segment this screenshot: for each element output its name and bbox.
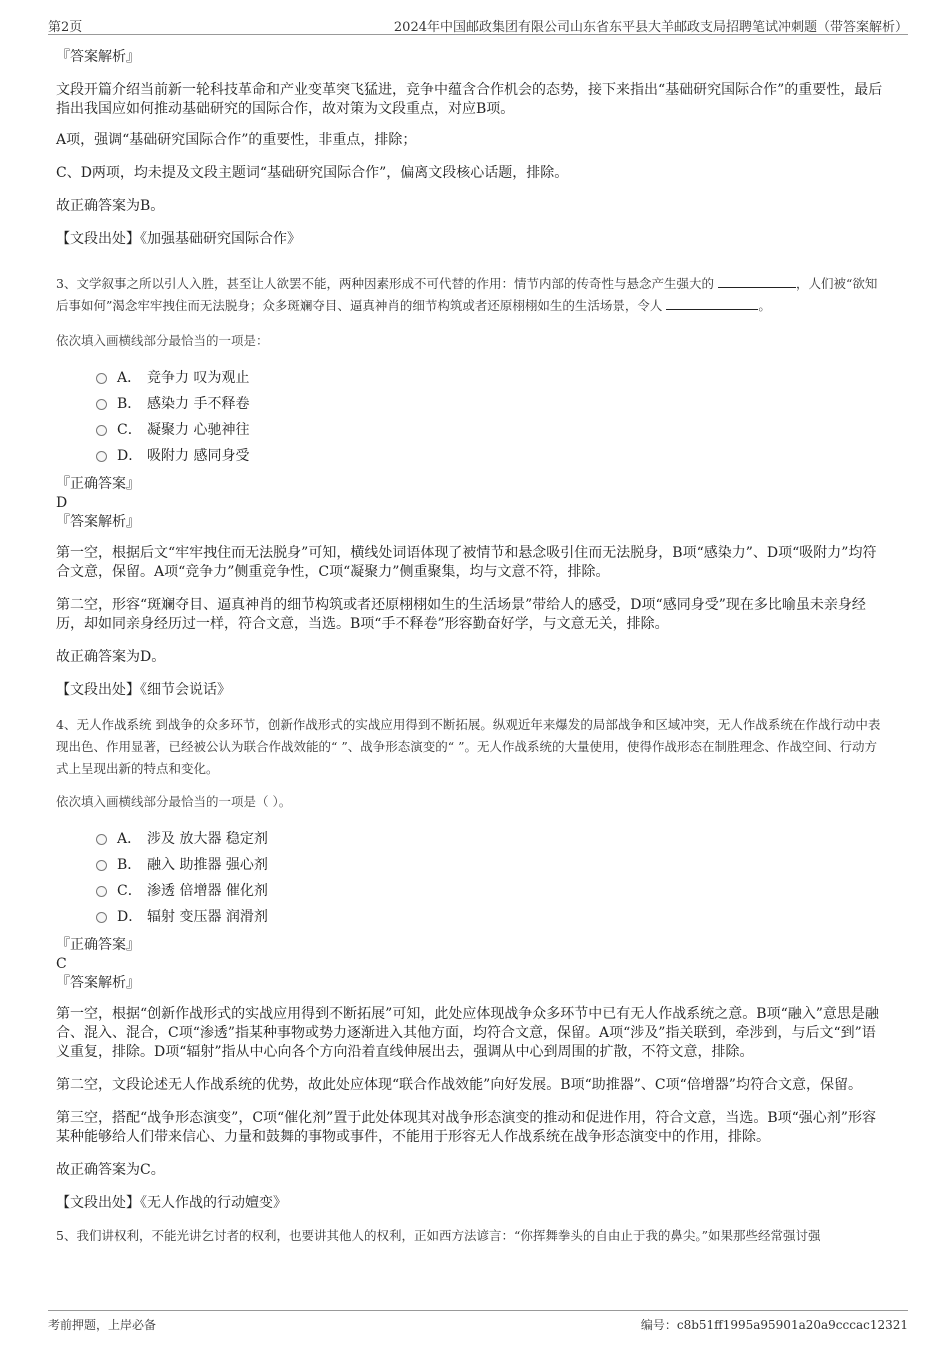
options-list (96, 826, 886, 930)
document-id: 编号：c8b51ff1995a95901a20a9cccac12321 (640, 1318, 908, 1332)
answer-statement: 故正确答案为B。 (56, 198, 165, 214)
correct-answer: C (56, 956, 67, 972)
fill-blank (718, 275, 796, 288)
option-b[interactable]: B． 融入 助推器 强心剂 (96, 852, 886, 878)
analysis-paragraph: A项，强调“基础研究国际合作”的重要性，非重点，排除； (56, 132, 417, 148)
radio-icon[interactable] (96, 451, 107, 462)
analysis-paragraph: 第一空，根据“创新作战形式的实战应用得到不断拓展”可知，此处应体现战争众多环节中已有无人作战系统之意。B项“融入”意思是融合、混入、混合，C项“渗透”指某种事物或势力逐渐进入其他方面，均符合文意，保留。A项“涉及”指关联到，牵涉到，与后文“到”语义重复，排除。D项“辐射”指从中心向各个方向沿着直线伸展出去，强调从中心到周围的扩散，不符文意，排除。 (56, 1006, 879, 1060)
option-d[interactable]: D． 吸附力 感同身受 (96, 443, 886, 469)
source-citation: 【文段出处】《无人作战的行动嬗变》 (56, 1195, 287, 1211)
question-stem: 3、文学叙事之所以引人入胜，甚至让人欲罢不能，两种因素形成不可代替的作用：情节内部的传奇性与悬念产生强大的 ，人们被“欲知后事如何”渴念牢牢拽住而无法脱身；众多斑斓夺目、逼真神肖的细节构筑或者还原栩栩如生的生活场景，令人 。 (56, 276, 878, 313)
page-number: 第2页 (48, 20, 83, 35)
options-list (96, 365, 886, 469)
option-c[interactable]: C． 凝聚力 心驰神往 (96, 417, 886, 443)
option-c[interactable]: C． 渗透 倍增器 催化剂 (96, 878, 886, 904)
radio-icon[interactable] (96, 834, 107, 845)
radio-icon[interactable] (96, 912, 107, 923)
option-a[interactable]: A． 竞争力 叹为观止 (96, 365, 886, 391)
correct-answer: D (56, 495, 68, 511)
page-content (56, 44, 886, 1247)
radio-icon[interactable] (96, 399, 107, 410)
answer-statement: 故正确答案为D。 (56, 649, 166, 665)
fill-blank (666, 297, 758, 310)
analysis-label: 『答案解析』 (56, 514, 140, 530)
analysis-paragraph: 第一空，根据后文“牢牢拽住而无法脱身”可知，横线处词语体现了被情节和悬念吸引住而无法脱身，B项“感染力”、D项“吸附力”均符合文意，保留。A项“竞争力”侧重竞争性，C项“凝聚力”侧重聚集，均与文意不符，排除。 (56, 545, 877, 580)
option-a[interactable]: A． 涉及 放大器 稳定剂 (96, 826, 886, 852)
page-header (48, 12, 908, 35)
document-title: 2024年中国邮政集团有限公司山东省东平县大羊邮政支局招聘笔试冲刺题（带答案解析） (393, 20, 908, 35)
analysis-paragraph: 第二空，文段论述无人作战系统的优势，故此处应体现“联合作战效能”向好发展。B项“助推器”、C项“倍增器”均符合文意，保留。 (56, 1077, 862, 1093)
source-citation: 【文段出处】《加强基础研究国际合作》 (56, 231, 301, 247)
correct-answer-label: 『正确答案』 (56, 937, 140, 953)
footer-slogan: 考前押题，上岸必备 (48, 1318, 157, 1332)
analysis-label: 『答案解析』 (56, 49, 140, 65)
analysis-paragraph: C、D两项，均未提及文段主题词“基础研究国际合作”，偏离文段核心话题，排除。 (56, 165, 569, 181)
radio-icon[interactable] (96, 425, 107, 436)
page-footer (48, 1310, 908, 1333)
analysis-paragraph: 文段开篇介绍当前新一轮科技革命和产业变革突飞猛进，竞争中蕴含合作机会的态势，接下来指出“基础研究国际合作”的重要性，最后指出我国应如何推动基础研究的国际合作，故对策为文段重点，对应B项。 (56, 82, 883, 117)
correct-answer-label: 『正确答案』 (56, 476, 140, 492)
answer-statement: 故正确答案为C。 (56, 1162, 165, 1178)
question-stem: 4、无人作战系统 到战争的众多环节，创新作战形式的实战应用得到不断拓展。纵观近年来爆发的局部战争和区域冲突，无人作战系统在作战行动中表现出色、作用显著，已经被公认为联合作战效能的“ ”、战争形态演变的“ ”。无人作战系统的大量使用，使得作战形态在制胜理念、作战空间、行动方式上呈现出新的特点和变化。 (56, 717, 881, 776)
analysis-label: 『答案解析』 (56, 975, 140, 991)
radio-icon[interactable] (96, 860, 107, 871)
option-b[interactable]: B． 感染力 手不释卷 (96, 391, 886, 417)
radio-icon[interactable] (96, 373, 107, 384)
source-citation: 【文段出处】《细节会说话》 (56, 682, 231, 698)
question-stem: 5、我们讲权利，不能光讲乞讨者的权利，也要讲其他人的权利，正如西方法谚言：“你挥舞拳头的自由止于我的鼻尖。”如果那些经常强讨强 (56, 1228, 821, 1243)
option-d[interactable]: D． 辐射 变压器 润滑剂 (96, 904, 886, 930)
question-instruction: 依次填入画横线部分最恰当的一项是（ ）。 (56, 794, 292, 809)
question-instruction: 依次填入画横线部分最恰当的一项是： (56, 333, 269, 348)
radio-icon[interactable] (96, 886, 107, 897)
analysis-paragraph: 第三空，搭配“战争形态演变”，C项“催化剂”置于此处体现其对战争形态演变的推动和促进作用，符合文意，当选。B项“强心剂”形容某种能够给人们带来信心、力量和鼓舞的事物或事件，不能用于形容无人作战系统在战争形态演变中的作用，排除。 (56, 1110, 876, 1145)
analysis-paragraph: 第二空，形容“斑斓夺目、逼真神肖的细节构筑或者还原栩栩如生的生活场景”带给人的感受，D项“感同身受”现在多比喻虽未亲身经历，却如同亲身经历过一样，符合文意，当选。B项“手不释卷”形容勤奋好学，与文意无关，排除。 (56, 597, 866, 632)
